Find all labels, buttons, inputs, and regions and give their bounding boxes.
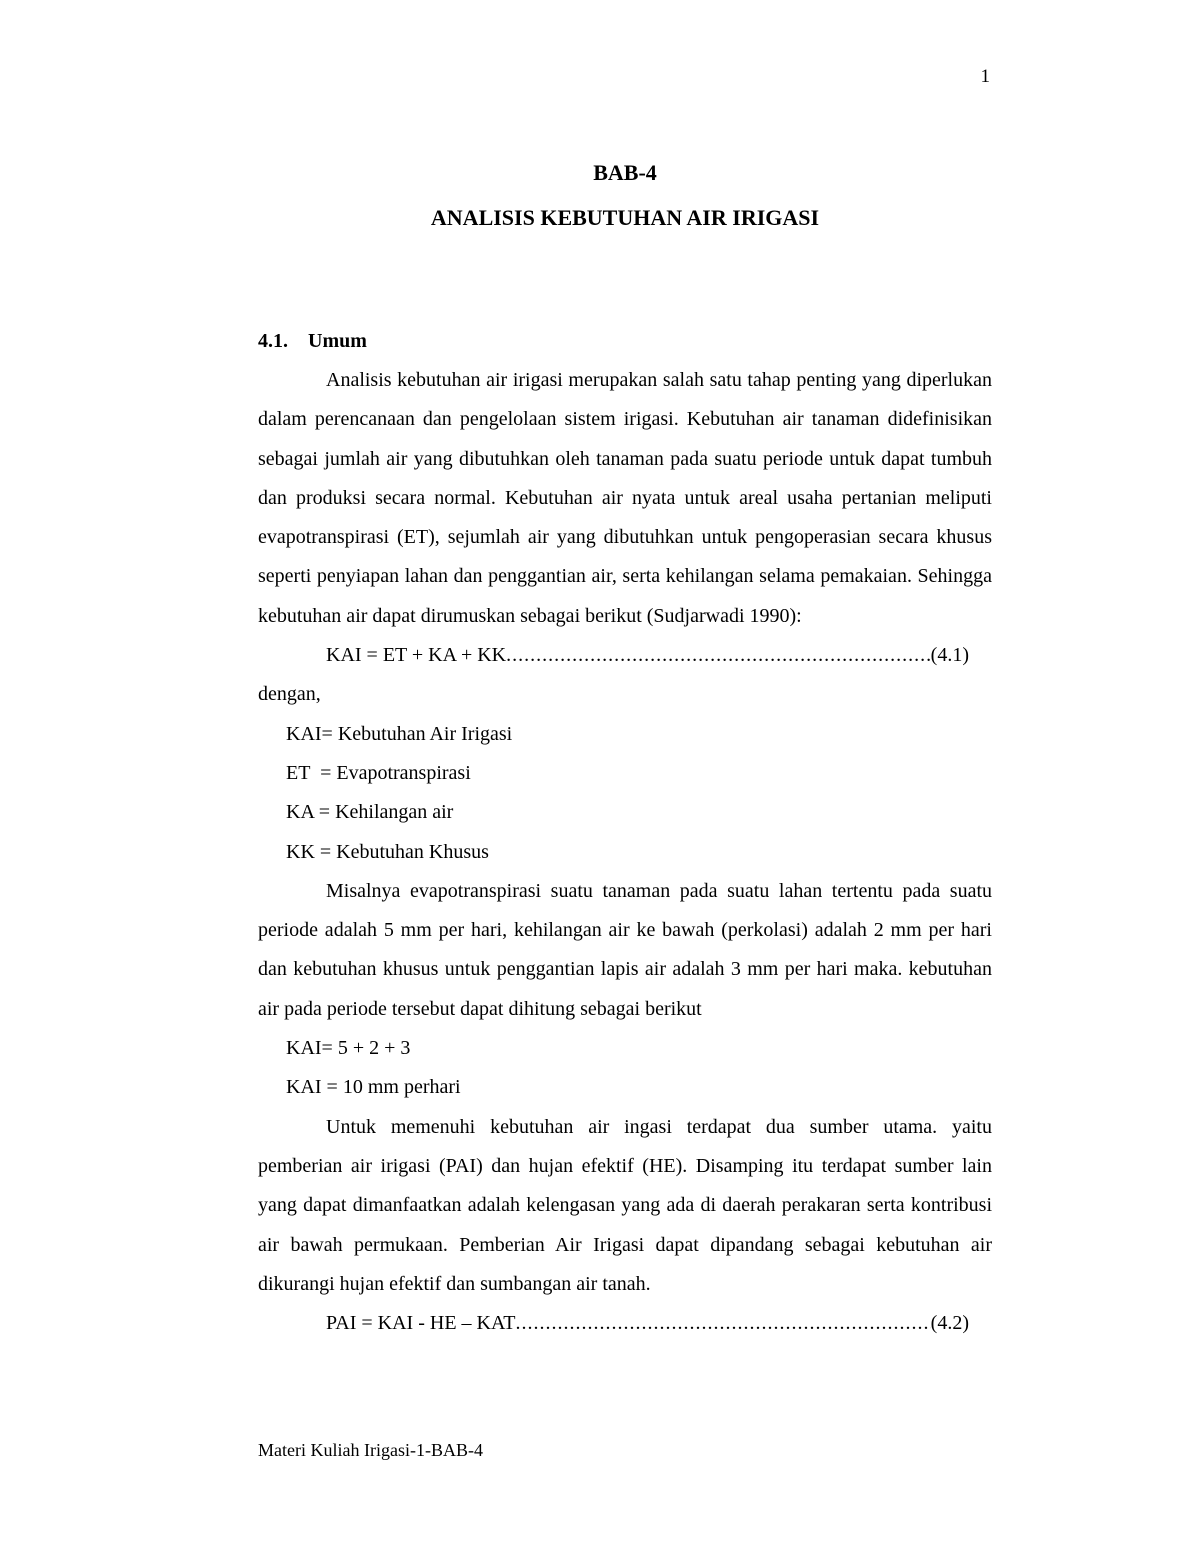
paragraph-example: Misalnya evapotranspirasi suatu tanaman pada suatu lahan tertentu pada suatu periode adalah 5 mm per hari, kehilangan air ke bawah (perkolasi) adalah 2 mm per hari dan kebutuhan khusus untuk penggantian lapis air adalah 3 mm per hari maka. kebutuhan air pada periode tersebut dapat dihitung sebagai berikut [258, 879, 992, 1020]
calculation-sum: KAI= 5 + 2 + 3 [286, 1037, 411, 1060]
formula-4-1 [258, 636, 969, 675]
definition-kk: KK = Kebutuhan Khusus [286, 840, 489, 863]
chapter-heading: BAB-4 [593, 160, 657, 185]
formula-4-2-label: (4.2) [930, 1312, 969, 1335]
calculation-result: KAI = 10 mm perhari [286, 1076, 461, 1099]
formula-4-1-label: (4.1) [930, 644, 969, 667]
paragraph-sources: Untuk memenuhi kebutuhan air ingasi terdapat dua sumber utama. yaitu pemberian air irigasi (PAI) dan hujan efektif (HE). Disamping itu terdapat sumber lain yang dapat dimanfaatkan adalah kelengasan yang ada di daerah perakaran serta kontribusi air bawah permukaan. Pemberian Air Irigasi dapat dipandang sebagai kebutuhan air dikurangi hujan efektif dan sumbangan air tanah. [258, 1115, 992, 1295]
definition-ka: KA = Kehilangan air [286, 801, 454, 824]
definition-et: ET = Evapotranspirasi [286, 761, 471, 784]
chapter-title: ANALISIS KEBUTUHAN AIR IRIGASI [430, 205, 820, 230]
dengan-label: dengan, [258, 683, 321, 706]
body-text [258, 361, 992, 1343]
page-footer: Materi Kuliah Irigasi-1-BAB-4 [258, 1440, 483, 1460]
section-title: Umum [308, 330, 367, 352]
section-heading [258, 330, 367, 353]
definition-kai: KAI= Kebutuhan Air Irigasi [286, 722, 513, 745]
formula-4-2-leader [515, 1304, 930, 1343]
formula-4-2 [258, 1304, 969, 1343]
page-number: 1 [980, 66, 990, 87]
section-number: 4.1. [258, 330, 288, 352]
paragraph-intro: Analisis kebutuhan air irigasi merupakan salah satu tahap penting yang diperlukan dalam perencanaan dan pengelolaan sistem irigasi. Kebutuhan air tanaman didefinisikan sebagai jumlah air yang dibutuhkan oleh tanaman pada suatu periode untuk dapat tumbuh dan produksi secara normal. Kebutuhan air nyata untuk areal usaha pertanian meliputi evapotranspirasi (ET), sejumlah air yang dibutuhkan untuk pengoperasian secara khusus seperti penyiapan lahan dan penggantian air, serta kehilangan selama pemakaian. Sehingga kebutuhan air dapat dirumuskan sebagai berikut (Sudjarwadi 1990): [258, 369, 992, 627]
formula-4-1-expression: KAI = ET + KA + KK [326, 644, 507, 667]
formula-4-2-expression: PAI = KAI - HE – KAT [326, 1312, 516, 1335]
formula-4-1-leader [506, 636, 931, 675]
